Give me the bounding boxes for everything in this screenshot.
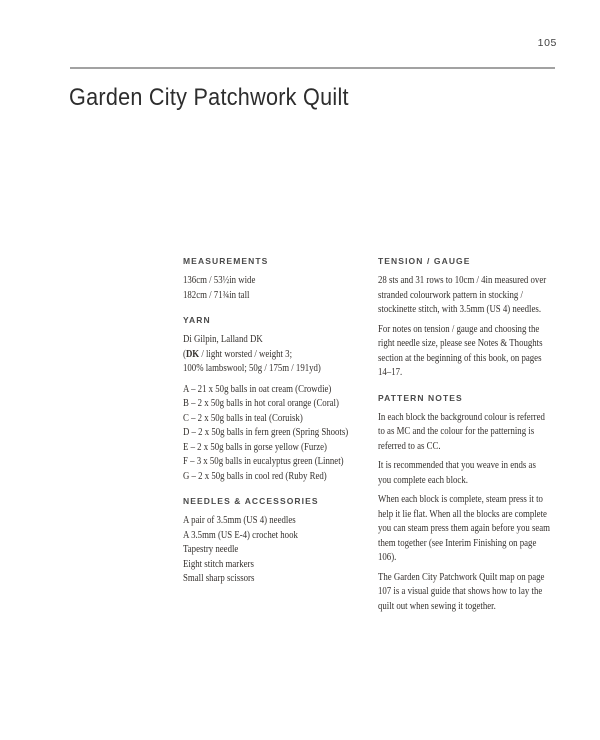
- yarn-ball-item: C – 2 x 50g balls in teal (Coruisk): [183, 411, 303, 424]
- pattern-notes-heading: PATTERN NOTES: [378, 392, 463, 403]
- needles-item: A 3.5mm (US E-4) crochet hook: [183, 528, 298, 541]
- needles-accessories-heading: NEEDLES & ACCESSORIES: [183, 496, 319, 506]
- measurement-line: 182cm / 71¾in tall: [183, 288, 250, 301]
- needles-item: Tapestry needle: [183, 543, 239, 555]
- yarn-brand-line: Di Gilpin, Lalland DK: [183, 333, 263, 345]
- tension-paragraph: For notes on tension / gauge and choosing the right needle size, please see Notes & Thoughts section at the beginning of this book, on pages 14–17.: [378, 322, 543, 378]
- tension-gauge-heading: TENSION / GAUGE: [378, 256, 471, 266]
- left-column: [183, 256, 375, 586]
- yarn-heading: YARN: [183, 315, 211, 325]
- tension-paragraph: 28 sts and 31 rows to 10cm / 4in measured over stranded colourwork pattern in stocking / stockinette stitch, with 3.5mm (US 4) needles.: [378, 274, 547, 315]
- yarn-ball-item: G – 2 x 50g balls in cool red (Ruby Red): [183, 469, 327, 482]
- yarn-ball-list: [183, 382, 375, 484]
- pattern-notes-section: [378, 393, 552, 614]
- yarn-ball-item: B – 2 x 50g balls in hot coral orange (Coral): [183, 397, 339, 409]
- yarn-ball-item: A – 21 x 50g balls in oat cream (Crowdie): [183, 382, 332, 395]
- yarn-fibre-line: 100% lambswool; 50g / 175m / 191yd): [183, 362, 321, 374]
- pattern-notes-paragraph: The Garden City Patchwork Quilt map on page 107 is a visual guide that shows how to lay the quilt out when sewing it together.: [378, 570, 545, 612]
- needles-item: Eight stitch markers: [183, 557, 254, 570]
- needles-item: A pair of 3.5mm (US 4) needles: [183, 514, 296, 526]
- yarn-ball-item: D – 2 x 50g balls in fern green (Spring Shoots): [183, 426, 349, 438]
- measurement-line: 136cm / 53½in wide: [183, 274, 256, 286]
- measurements-heading: MEASUREMENTS: [183, 256, 269, 266]
- yarn-weight-rest: / light worsted / weight 3;: [199, 347, 293, 360]
- yarn-section: [183, 315, 375, 483]
- header-rule: [70, 67, 555, 69]
- yarn-weight-prefix: (: [183, 347, 186, 360]
- right-column: [378, 256, 552, 613]
- yarn-ball-item: F – 3 x 50g balls in eucalyptus green (Linnet): [183, 455, 344, 467]
- tension-gauge-section: [378, 256, 552, 380]
- needles-item: Small sharp scissors: [183, 572, 255, 584]
- yarn-weight-code: DK: [185, 347, 200, 360]
- yarn-ball-item: E – 2 x 50g balls in gorse yellow (Furze): [183, 440, 327, 453]
- pattern-notes-paragraph: When each block is complete, steam press it to help it lie flat. When all the blocks are complete you can steam press them again before you seam them together (see Interim Finishing on page 106).: [378, 493, 551, 563]
- pattern-notes-paragraph: In each block the background colour is referred to as MC and the colour for the patterning is referred to as CC.: [378, 410, 545, 452]
- page-title: Garden City Patchwork Quilt: [69, 84, 349, 111]
- yarn-weight-line: [183, 347, 337, 362]
- pattern-notes-paragraph: It is recommended that you weave in ends as you complete each block.: [378, 459, 536, 486]
- page-number: 105: [537, 37, 557, 49]
- measurements-section: [183, 256, 375, 302]
- needles-accessories-section: [183, 496, 375, 586]
